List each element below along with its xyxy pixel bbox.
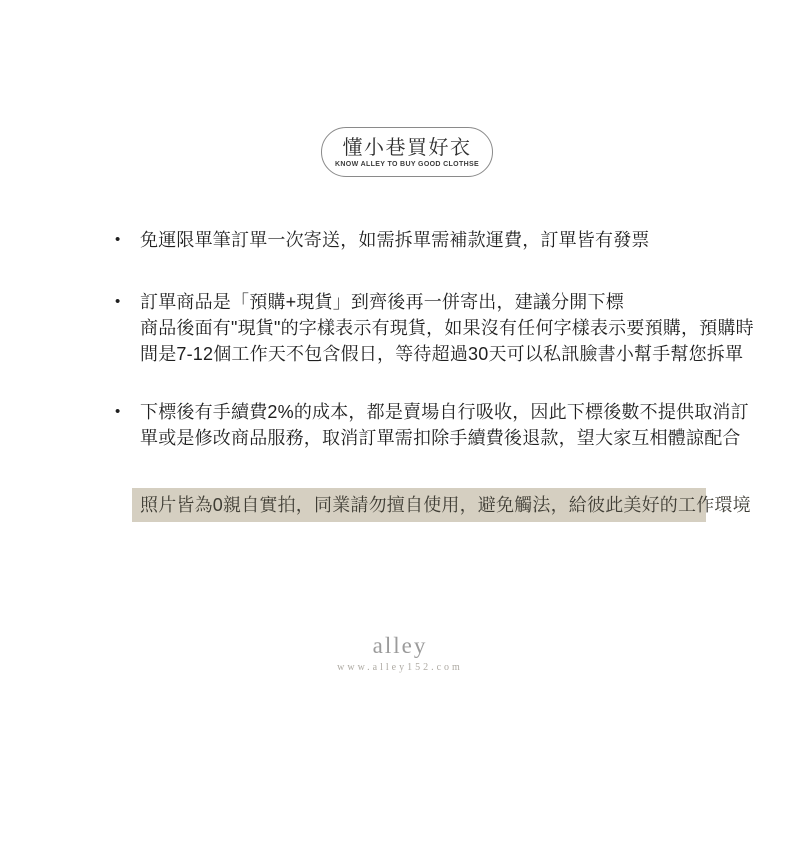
policy-line: 單或是修改商品服務，取消訂單需扣除手續費後退款，望大家互相體諒配合 bbox=[140, 428, 741, 448]
policy-line: 免運限單筆訂單一次寄送，如需拆單需補款運費，訂單皆有發票 bbox=[140, 230, 650, 250]
policy-item-text bbox=[140, 227, 718, 253]
policy-item-text bbox=[140, 399, 749, 451]
footer-brand-logo: alley bbox=[372, 633, 428, 658]
policy-bullet-list bbox=[112, 227, 754, 522]
brand-subtitle: KNOW ALLEY TO BUY GOOD CLOTHSE bbox=[334, 160, 480, 168]
policy-item-preorder bbox=[112, 289, 754, 367]
footer-website-url: www.alley152.com bbox=[337, 662, 463, 673]
policy-item-text bbox=[140, 289, 754, 367]
photo-copyright-notice: 照片皆為0親自實拍，同業請勿擅自使用，避免觸法，給彼此美好的工作環境 bbox=[132, 488, 706, 522]
policy-line: 下標後有手續費2%的成本，都是賣場自行吸收，因此下標後數不提供取消訂 bbox=[140, 402, 749, 422]
brand-title: 懂小巷買好衣 bbox=[342, 136, 472, 159]
store-policy-page bbox=[0, 127, 800, 841]
policy-line: 間是7-12個工作天不包含假日，等待超過30天可以私訊臉書小幫手幫您拆單 bbox=[140, 344, 744, 364]
bullet-dot-icon: • bbox=[115, 231, 121, 248]
policy-line: 訂單商品是「預購+現貨」到齊後再一併寄出，建議分開下標 bbox=[140, 292, 624, 312]
brand-logo-box bbox=[321, 127, 493, 177]
policy-item-shipping bbox=[112, 227, 718, 253]
policy-line: 商品後面有"現貨"的字樣表示有現貨，如果沒有任何字樣表示要預購，預購時 bbox=[140, 318, 754, 338]
footer bbox=[0, 634, 800, 673]
bullet-dot-icon: • bbox=[115, 293, 121, 310]
policy-item-fee bbox=[112, 399, 749, 451]
bullet-dot-icon: • bbox=[115, 403, 121, 420]
